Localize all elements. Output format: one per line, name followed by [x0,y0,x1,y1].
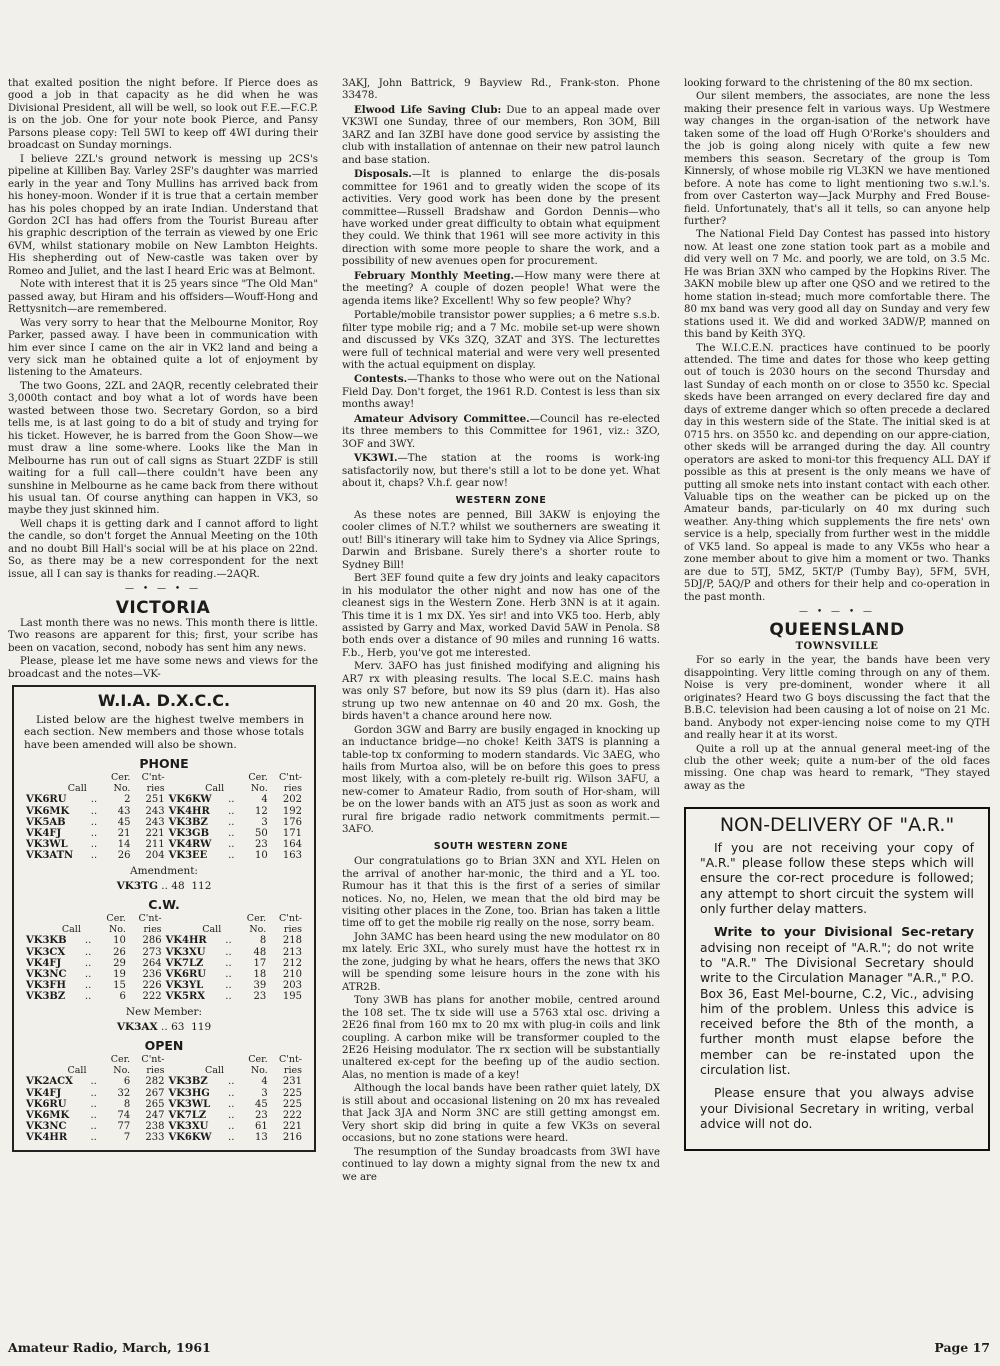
paragraph: John 3AMC has been heard using the new modulator on 80 mx lately. Eric 3XL, who surely must have the hottest rx in the zone, judging by what he hears, offers the news that 3KO will be spending some leisure hours in the zone with his ATR2B. [342,931,660,993]
cw-new-member-row: VK3AX .. 63 119 [116,1021,212,1034]
section-separator: — • — • — [798,607,876,618]
paragraph: that exalted position the night before. If Pierce does as good a job in that capacity as he did when he was Divisional President, all will be well, so look out F.E.—F.C.P. is on the job. One for your note book Pierce, and Pansy Parsons please copy: Tell 5WI to keep off 4WI during their broadcast on Sunday mornings. [8,78,318,152]
dxcc-title: W.I.A. D.X.C.C. [97,691,231,711]
paragraph-item: VK3WI.—The station at the rooms is work-ing satisfactorily now, but there's still a lot to be done yet. What about it, chaps? V.h.f. gear now! [342,452,660,490]
paragraph: For so early in the year, the bands have been very disappointing. Very little coming through on any of them. Noise is very pre-dominent, wonder where it all originates? Heard two G boys discussing the fact that the B.B.C. television had been causing a lot of noise on 21 Mc. band. Anybody not exper-iencing noise come to my QTH and really hear it at its worst. [684,655,990,742]
table-row: VK3ATN .. 26 204 VK3EE .. 10 163 [26,850,302,862]
section-heading-queensland: QUEENSLAND [769,620,905,641]
open-table: Cer. C'nt- Cer. C'nt- Call No. ries Call No. ries VK2ACX .. 6 282 VK3BZ .. 4 231 VK4FJ .. 32 267 VK3HG .. 3 225 VK6RU .. 8 265 VK3WL .. 45 225 VK6MK .. 74 247 VK7LZ .. 23 222 VK3NC .. 77 238 VK3XU .. 61 221 VK4HR .. 7 233 VK6KW .. 13 216 [26,1053,302,1144]
paragraph-item: Contests.—Thanks to those who were out on the National Field Day. Don't forget, the 1961 R.D. Contest is less than six months away! [342,373,660,411]
section-heading-south-western-zone: SOUTH WESTERN ZONE [433,840,569,852]
table-row: VK4FJ .. 29 264 VK7LZ .. 17 212 [26,957,302,969]
cw-table: Cer. C'nt- Cer. C'nt- Call No. ries Call No. ries VK3KB .. 10 286 VK4HR .. 8 218 VK3CX .. 26 273 VK3XU .. 48 213 VK4FJ .. 29 264 VK7LZ .. 17 212 VK3NC .. 19 236 VK6RU .. 18 210 VK3FH .. 15 226 VK3YL .. 39 203 VK3BZ .. 6 222 VK5RX .. 23 195 [26,912,302,1003]
table-row: VK3NC .. 19 236 VK6RU .. 18 210 [26,968,302,980]
table-row: VK5AB .. 45 243 VK3BZ .. 3 176 [26,816,302,828]
nsw-notes [8,78,318,581]
paragraph: Our congratulations go to Brian 3XN and XYL Helen on the arrival of another har-monic, the third and a YL too. Rumour has it that this is the first of a series of similar notices. No, no, Helen, we mean that the old bird may be visiting other places in the Zone, too. Brian has taken a little time off to get the mobile rig really on the nose, sorry beam. [342,856,660,930]
dxcc-box [12,685,316,1151]
notice-paragraph: Please ensure that you always advise your Divisional Secretary in writing, verbal advice will not do. [700,1085,974,1131]
paragraph: Although the local bands have been rather quiet lately, DX is still about and occasional listening on 20 mx has revealed that Jack 3JA and Norm 3NC are still getting amongst em. Very short skip did bring in quite a few VK3s on several occasions, but no zone stations were heard. [342,1083,660,1145]
footer-publication: Amateur Radio, March, 1961 [8,1340,211,1355]
section-heading-victoria: VICTORIA [115,597,211,618]
cw-heading: C.W. [148,896,180,912]
table-row: VK4HR .. 7 233 VK6KW .. 13 216 [26,1132,302,1144]
page-number: Page 17 [934,1340,990,1355]
table-row: VK2ACX .. 6 282 VK3BZ .. 4 231 [26,1076,302,1088]
table-row: VK6MK .. 43 243 VK4HR .. 12 192 [26,805,302,817]
column-3 [684,78,990,1151]
table-row: VK4FJ .. 21 221 VK3GB .. 50 171 [26,828,302,839]
paragraph: Please, please let me have some news and views for the broadcast and the notes—VK- [8,656,318,680]
table-row: VK6RU .. 8 265 VK3WL .. 45 225 [26,1098,302,1110]
table-row: VK3BZ .. 6 222 VK5RX .. 23 195 [26,991,302,1003]
section-heading-western-zone: WESTERN ZONE [455,494,547,506]
table-row: VK3NC .. 77 238 VK3XU .. 61 221 [26,1121,302,1133]
open-heading: OPEN [144,1037,184,1053]
paragraph: The National Field Day Contest has passed into history now. At least one zone station took part as a mobile and did very well on 7 Mc. and poorly, we are told, on 3.5 Mc. He was Brian 3XN who camped by the Hopkins River. The 3AKN mobile blew up after one QSO and we retired to the home station in-stead; much more comfortable there. The 80 mx band was very good all day on Sunday and very few stations used it. We did and worked 3ADW/P, manned on this band by Keith 3YQ. [684,229,990,341]
phone-table: Cer. C'nt- Cer. C'nt- Call No. ries Call No. ries VK6RU .. 2 251 VK6KW .. 4 202 VK6MK .. 43 243 VK4HR .. 12 192 VK5AB .. 45 243 VK3BZ .. 3 176 VK4FJ .. 21 221 VK3GB .. 50 171 VK3WL .. 14 211 VK4RW .. 23 164 VK3ATN .. 26 204 VK3EE .. 10 163 [26,771,302,862]
paragraph: Note with interest that it is 25 years since "The Old Man" passed away, but Hiram and his offsiders—Wouff-Hong and Rettysnitch—are remembered. [8,279,318,316]
column-2 [342,78,660,1185]
paragraph: As these notes are penned, Bill 3AKW is enjoying the cooler climes of N.T.? whilst we southerners are sweating it out! Bill's itinerary will take him to Sydney via Alice Springs, Darwin and Brisbane. Surely there's a shorter route to Sydney Bill! [342,509,660,571]
paragraph: Merv. 3AFO has just finished modifying and aligning his AR7 rx with pleasing results. The local S.E.C. mains hash was only S7 before, but now its S9 plus (darn it). Has also strung up two new antennae on 40 and 20 mx. Gosh, the birds haven't a chance around here now. [342,661,660,723]
cw-new-member-label: New Member: [125,1005,203,1018]
phone-heading: PHONE [139,755,189,771]
paragraph-item: Portable/mobile transistor power supplies; a 6 metre s.s.b. filter type mobile rig; and a 7 Mc. mobile set-up were shown and discussed by VKs 3ZQ, 3ZAT and 3YS. The lecturettes were full of technical material and were very well presented with the actual equipment on display. [342,310,660,371]
paragraph-item: Amateur Advisory Committee.—Council has re-elected its three members to this Committee for 1961, viz.: 3ZO, 3OF and 3WY. [342,412,661,450]
paragraph: The resumption of the Sunday broadcasts from 3WI have continued to lay down a mighty signal from the new tx and we are [342,1146,660,1183]
table-row: VK4FJ .. 32 267 VK3HG .. 3 225 [26,1087,302,1099]
table-row: VK3WL .. 14 211 VK4RW .. 23 164 [26,839,302,851]
table-row: VK6RU .. 2 251 VK6KW .. 4 202 [26,794,302,806]
notice-title: NON-DELIVERY OF "A.R." [719,814,955,837]
phone-amendment-label: Amendment: [130,864,198,877]
phone-amendment-row: VK3TG .. 48 112 [116,880,212,893]
paragraph: Was very sorry to hear that the Melbourne Monitor, Roy Parker, passed away. I have been in communication with him ever since I came on the air in VK2 land and being a very sick man he obtained quite a lot of enjoyment by listening to the Amateurs. [8,317,318,379]
subheading-townsville: TOWNSVILLE [795,640,879,652]
table-row: VK3KB .. 10 286 VK4HR .. 8 218 [26,935,302,947]
paragraph-item: Disposals.—It is planned to enlarge the dis-posals committee for 1961 and to greatly widen the scope of its activities. Very good work has been done by the present committee—Russell Bradshaw and Gordon Dennis—who have worked under great difficulty to obtain what equipment they could. We think that 1961 will see more activity in this direction with some more people to share the work, and a possibility of new avenues open for procurement. [342,168,660,268]
notice-paragraph: If you are not receiving your copy of "A.R." please follow these steps which will ensure the cor-rect procedure is followed; any attempt to short circuit the system will only further delay matters. [700,839,974,917]
dxcc-intro: Listed below are the highest twelve members in each section. New members and those whose totals have been amended will also be shown. [24,713,304,751]
paragraph: Gordon 3GW and Barry are busily engaged in knocking up an inductance bridge—no choke! Keith 3ATS is planning a table-top tx conforming to modern standards. Vic 3AEG, who hails from Murtoa also, will be on before this goes to press most likely, with a com-pletely re-built rig. Wilson 3AFU, a new-comer to Amateur Radio, from south of Hor-sham, will be on the lower bands with an AT5 just as soon as work and rural fire brigade radio network commitments permit.—3AFO. [342,724,660,836]
paragraph: The two Goons, 2ZL and 2AQR, recently celebrated their 3,000th contact and boy what a lot of words have been wasted between those two. Secretary Gordon, so a bird tells me, is at last going to do a bit of study and trying for his ticket. However, he is barred from the Goon Show—we must draw a line some-where. Looks like the Man in Melbourne has run out of call signs as Stuart 2ZDF is still waiting for a full call—there couldn't have been any sunshine in Melbourne as he came back from there without his usual tan. Of course anything can happen in VK3, so maybe they just skinned him. [8,380,318,517]
paragraph: Tony 3WB has plans for another mobile, centred around the 108 set. The tx side will use a 5763 xtal osc. driving a 2E26 final from 160 mx to 20 mx with plug-in coils and link coupling. A carbon mike will be transformer coupled to the 2E26 Heising modulator. The rx section will be substantially unaltered ex-cept for the beefing up of the audio section. Alas, no mention is made of a key! [342,995,660,1081]
table-row: VK3CX .. 26 273 VK3XU .. 48 213 [26,946,302,958]
table-row: VK6MK .. 74 247 VK7LZ .. 23 222 [26,1109,302,1121]
non-delivery-notice [684,807,990,1151]
table-row: VK3FH .. 15 226 VK3YL .. 39 203 [26,980,302,992]
paragraph: The W.I.C.E.N. practices have continued to be poorly attended. The time and dates for those who keep getting out of touch is 2030 hours on the second Thursday and last Sunday of each month on or close to 3550 kc. Special skeds have been arranged on every declared fire day and days of extreme danger which so often precede a declared day in this western side of the State. The initial sked is at 0715 hrs. on 3550 kc. and depending on our appre-ciation, other skeds will be arranged during the day. All country operators are asked to moni-tor this frequency ALL DAY if possible as this at present is the only means we have of putting all smoke nets into instant contact with each other. Valuable tips on the weather can be picked up on the Amateur bands, par-ticularly on 40 mx during such weather. Any-thing which supplements the fire nets' own service is a help, specially from further west in the middle of VK5 land. So appeal is made to any VK5s who hear a zone member about to give him a moment or two. Thanks are due to 5TJ, 5MZ, 5KT/P (Tumby Bay), 5FM, 5VH, 5DJ/P, 5AQ/P and others for their help and co-operation in the past month. [684,342,990,603]
paragraph-item: February Monthly Meeting.—How many were there at the meeting? A couple of dozen people! What were the agenda items like? Excellent! Why so few people? Why? [342,269,661,307]
paragraph: Our silent members, the associates, are none the less making their presence felt in various ways. Up Westmere way changes in the organ-isation of the network have taken some of the load off Hugh O'Rorke's shoulders and the job is going along nicely with quite a few new members this season. Secretary of the group is Tom Kinnersly, of whose mobile rig VL3KN we have mentioned before. A note has come to light mentioning two s.w.l.'s. from over Casterton way—Jack Murphy and Fred Bouse-field. Unfortunately, that's all it tells, so can anyone help further? [684,91,990,227]
paragraph: Well chaps it is getting dark and I cannot afford to light the candle, so don't forget the Annual Meeting on the 10th and no doubt Bill Hall's social will be at his place on 22nd. So, as there may be a new correspondent for the next issue, all I can say is thanks for reading.—2AQR. [8,518,318,580]
paragraph-item: Elwood Life Saving Club: Due to an appeal made over VK3WI one Sunday, three of our members, Ron 3OM, Bill 3ARZ and Ian 3ZBI have done good service by assisting the club with installation of antennae on their new patrol launch and base station. [342,103,660,166]
paragraph: I believe 2ZL's ground network is messing up 2CS's pipeline at Killiben Bay. Varley 2SF's daughter was married early in the year and Tony Mullins has arrived back from his honey-moon. Wonder if it is true that a certain member has his poles chopped by an irate Indian. Understand that Gordon 2CI has had offers from the Tourist Bureau after his graphic description of the terrain as viewed by one Eric 6VM, whilst stationary mobile on New Lambton Heights. His shepherding out of New-castle was taken over by Romeo and Juliet, and the last I heard Eric was at Belmont. [8,153,318,277]
paragraph: Quite a roll up at the annual general meet-ing of the club the other week; quite a num-ber of the old faces missing. One chap was heard to remark, "They stayed away as the [684,743,990,792]
section-separator: — • — • — [124,584,202,595]
paragraph: 3AKJ, John Battrick, 9 Bayview Rd., Frank-ston. Phone 33478. [342,78,660,102]
notice-paragraph: Write to your Divisional Sec-retary advising non receipt of "A.R."; do not write to "A.R." The Divisional Secretary should write to the Circulation Manager "A.R.," P.O. Box 36, East Mel-bourne, C.2, Vic., advising him of the problem. Unless this advice is received before the 8th of the month, a further month must elapse before the member can be re-instated upon the circulation list. [700,924,974,1077]
column-1 [8,78,318,1152]
paragraph: looking forward to the christening of the 80 mx section. [684,78,973,89]
paragraph: Bert 3EF found quite a few dry joints and leaky capacitors in his modulator the other night and now has one of the cleanest sigs in the Western Zone. Herb 3NN is at it again. This time it is 1 mx DX. Yes sir! and into VK5 too. Herb, ably assisted by Garry and Max, worked David 5AW in Penola. S8 both ends over a distance of 90 miles and running 16 watts. F.b., Herb, you've got me interested. [342,573,660,659]
paragraph: Last month there was no news. This month there is little. Two reasons are apparent for this; first, your scribe has been on vacation, second, nobody has sent him any news. [8,618,318,654]
